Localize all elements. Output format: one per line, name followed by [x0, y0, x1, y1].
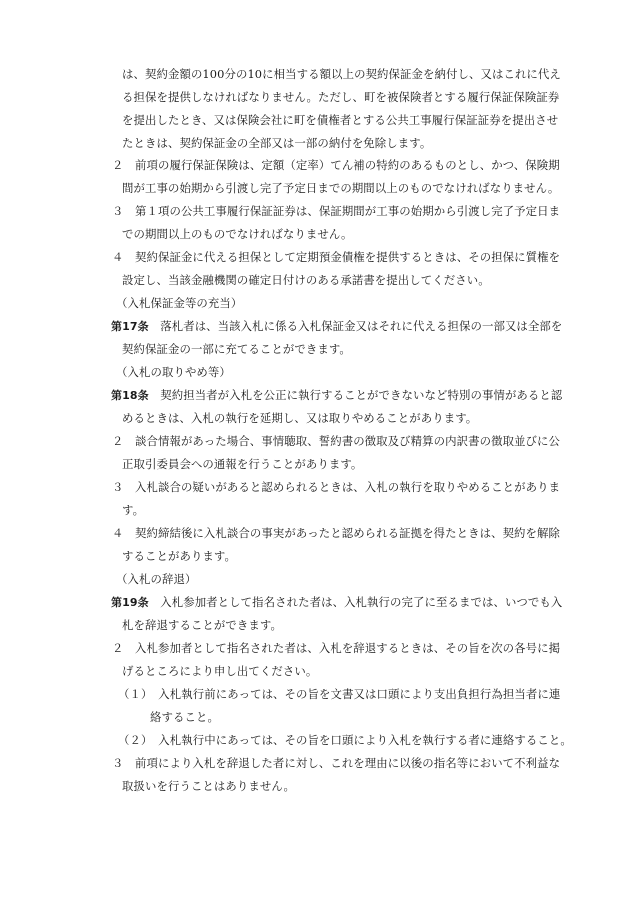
- text-line: る担保を提供しなければなりません。ただし、町を被保険者とする履行保証保険証券: [122, 90, 560, 104]
- article-line: [111, 316, 562, 337]
- article-text: 入札参加者として指名された者は、入札執行の完了に至るまでは、いつでも入: [160, 595, 563, 609]
- article-number: 第18条: [111, 389, 149, 402]
- text-line: ３ 第１項の公共工事履行保証証券は、保証期間が工事の始期から引渡し完了予定日ま: [112, 204, 561, 218]
- section-heading: （入札の辞退）: [116, 572, 197, 586]
- text-line: たときは、契約保証金の全部又は一部の納付を免除します。: [122, 136, 432, 150]
- text-line: 契約保証金の一部に充てることができます。: [122, 342, 351, 356]
- text-line: げるところにより申し出てください。: [122, 664, 318, 678]
- text-line: ４ 契約保証金に代える担保として定期預金債権を提供するときは、その担保に質権を: [112, 250, 561, 264]
- text-line: めるときは、入札の執行を延期し、又は取りやめることがあります。: [122, 411, 478, 425]
- text-line: ２ 前項の履行保証保険は、定額（定率）てん補の特約のあるものとし、かつ、保険期: [112, 158, 560, 172]
- text-line: 間が工事の始期から引渡し完了予定日までの期間以上のものでなければなりません。: [122, 181, 560, 195]
- text-line: 絡すること。: [150, 710, 219, 724]
- article-number: 第19条: [111, 596, 149, 609]
- section-heading: （入札の取りやめ等）: [116, 365, 231, 379]
- text-line: 札を辞退することができます。: [122, 618, 282, 632]
- text-line: 取扱いを行うことはありません。: [122, 779, 296, 793]
- article-text: 落札者は、当該入札に係る入札保証金又はそれに代える担保の一部又は全部を: [160, 319, 563, 333]
- text-line: す。: [122, 503, 145, 517]
- section-heading: （入札保証金等の充当）: [116, 296, 243, 310]
- text-line: は、契約金額の100分の10に相当する額以上の契約保証金を納付し、又はこれに代え: [122, 67, 561, 81]
- text-line: 正取引委員会への通報を行うことがあります。: [122, 457, 363, 471]
- text-line: ２ 談合情報があった場合、事情聴取、誓約書の徴取及び精算の内訳書の徴取並びに公: [112, 434, 561, 448]
- list-item: （１） 入札執行前にあっては、その旨を文書又は口頭により支出負担行為担当者に連: [118, 687, 561, 701]
- article-line: [111, 592, 562, 613]
- article-text: 契約担当者が入札を公正に執行することができないなど特別の事情があると認: [160, 388, 563, 402]
- text-line: することがあります。: [122, 549, 236, 563]
- article-line: [111, 385, 562, 406]
- text-line: 設定し、当該金融機関の確定日付けのある承諾書を提出してください。: [122, 273, 490, 287]
- text-line: を提出したとき、又は保険会社に町を債権者とする公共工事履行保証証券を提出させ: [122, 113, 559, 127]
- text-line: ２ 入札参加者として指名された者は、入札を辞退するときは、その旨を次の各号に掲: [112, 641, 561, 655]
- text-line: ３ 前項により入札を辞退した者に対し、これを理由に以後の指名等において不利益な: [112, 756, 561, 770]
- text-line: ４ 契約締結後に入札談合の事実があったと認められる証拠を得たときは、契約を解除: [112, 526, 561, 540]
- list-item: （２） 入札執行中にあっては、その旨を口頭により入札を執行する者に連絡すること。: [118, 733, 572, 747]
- text-line: での期間以上のものでなければなりません。: [122, 227, 353, 241]
- text-line: ３ 入札談合の疑いがあると認められるときは、入札の執行を取りやめることがありま: [112, 480, 561, 494]
- article-number: 第17条: [111, 320, 149, 333]
